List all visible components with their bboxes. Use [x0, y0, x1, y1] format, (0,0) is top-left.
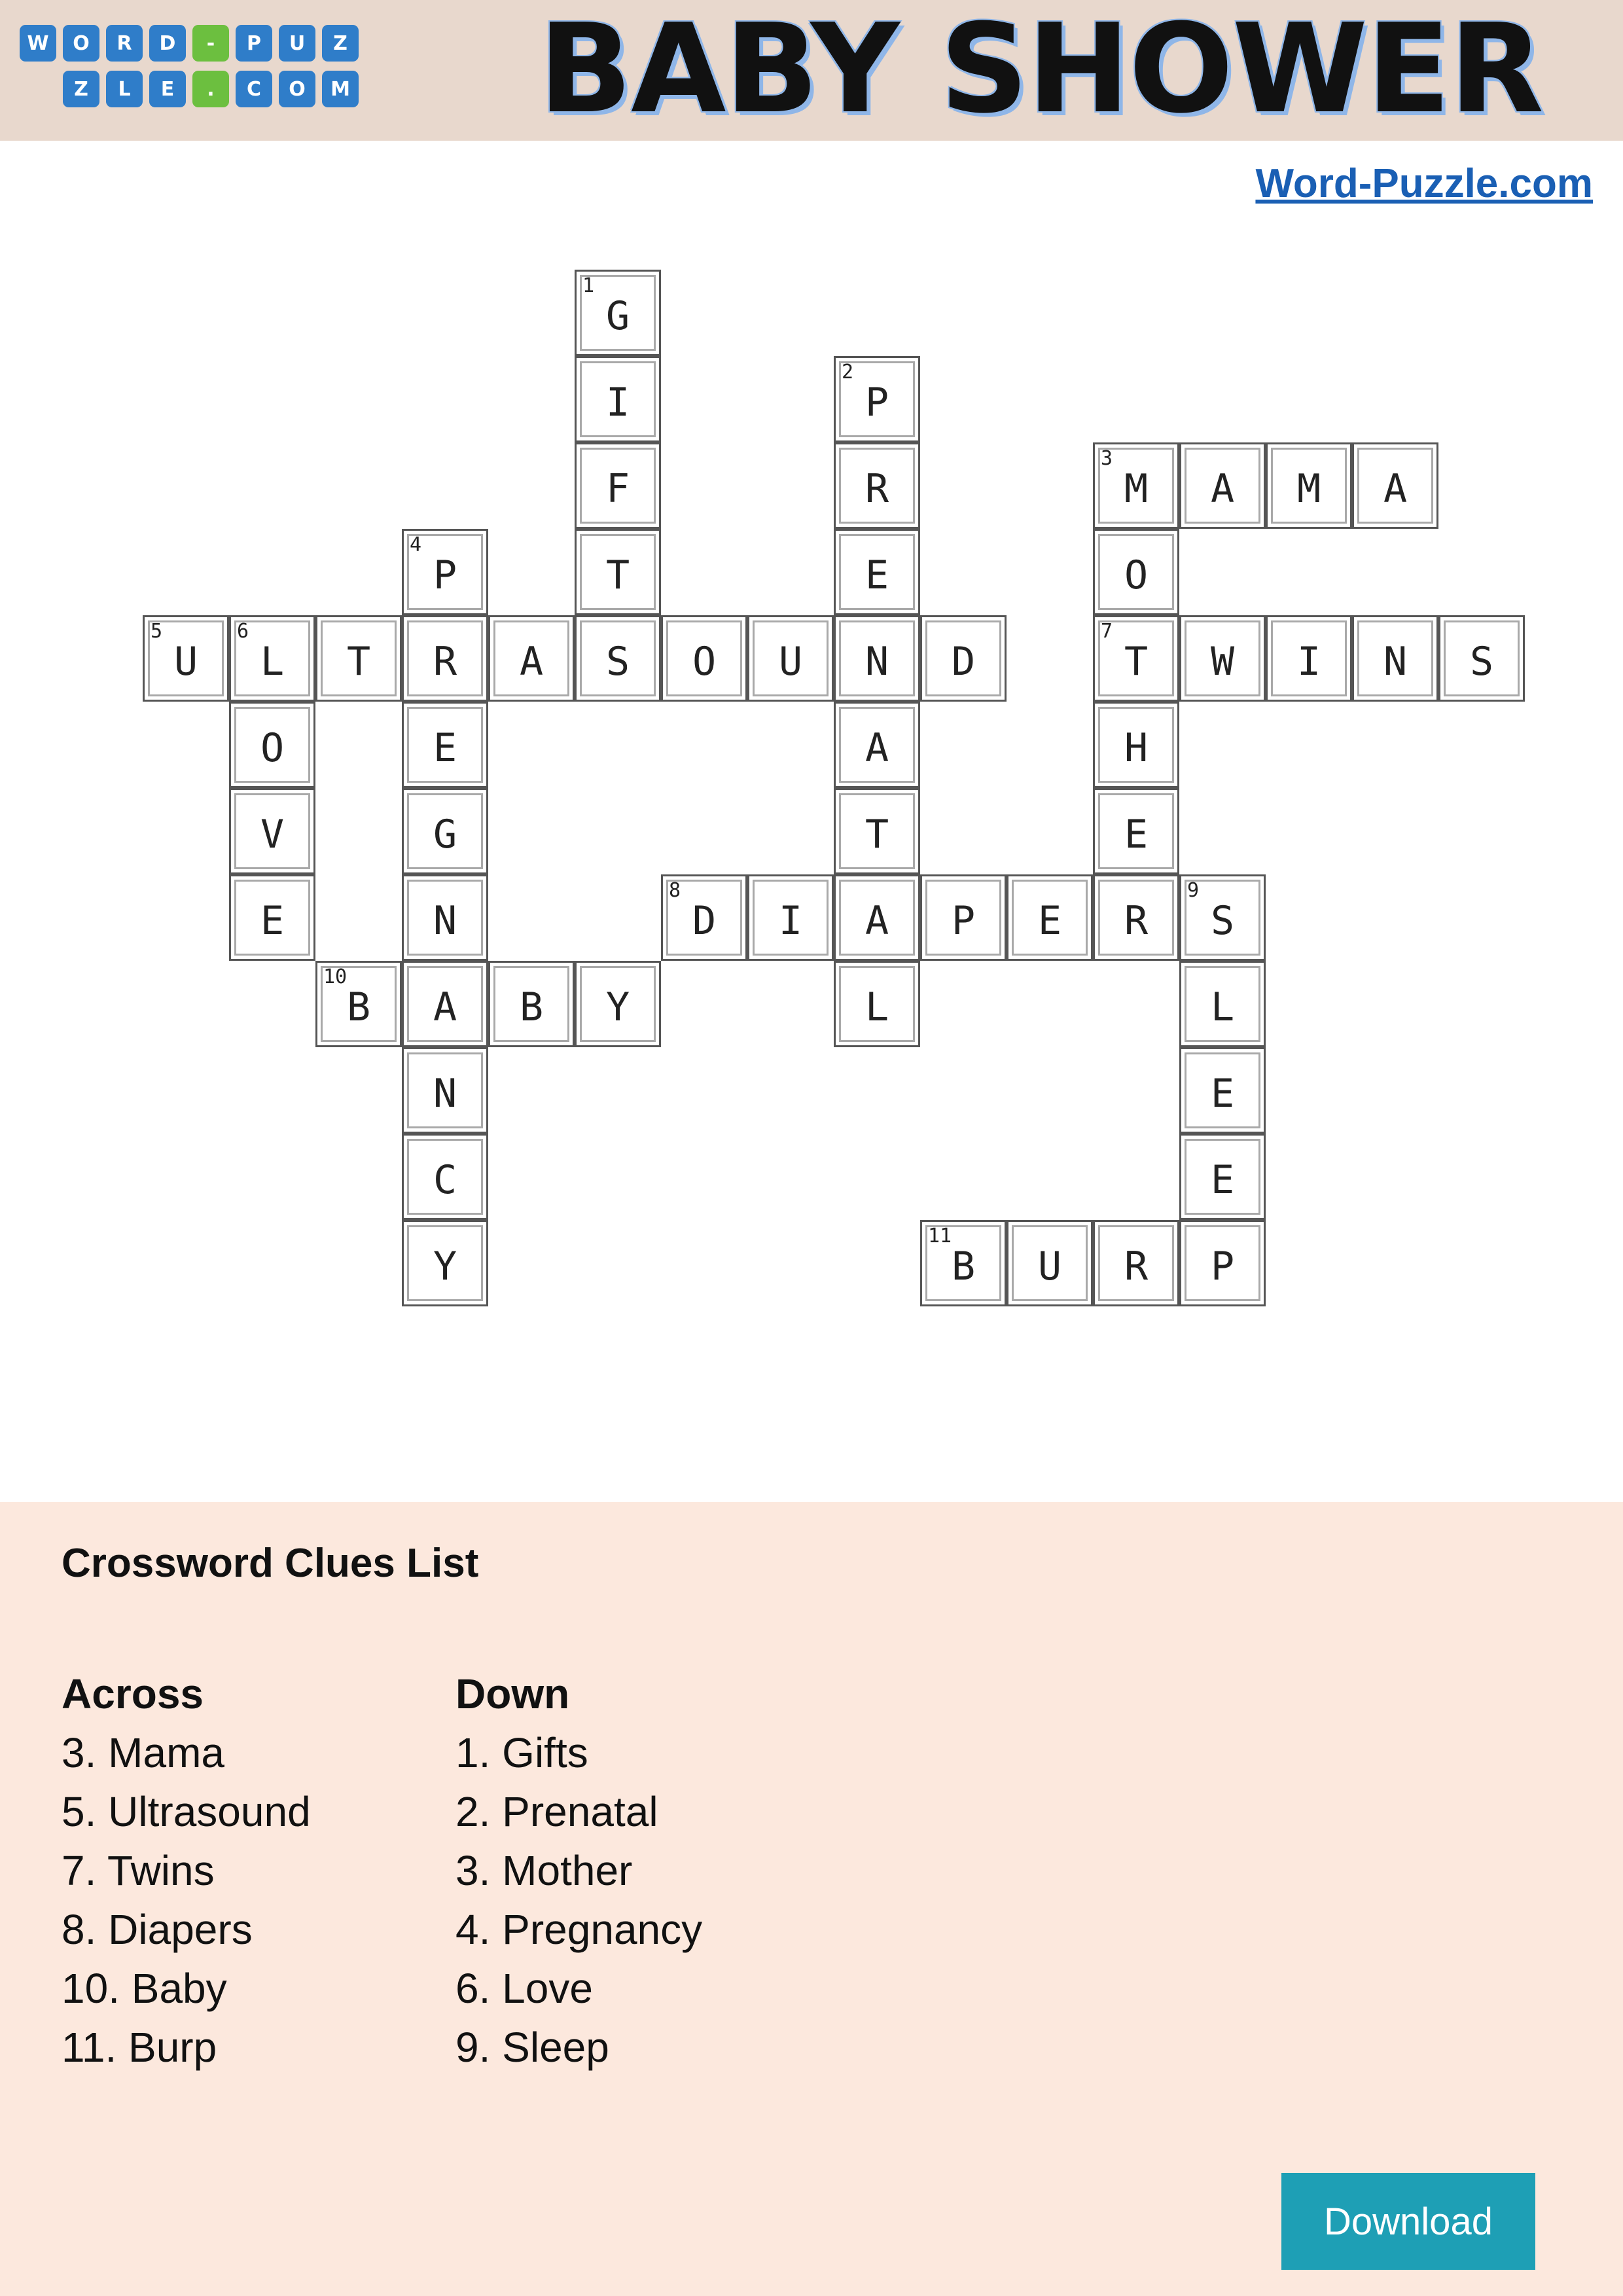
crossword-cell[interactable]: [834, 961, 920, 1047]
cell-letter: M: [1296, 466, 1321, 512]
crossword-cell[interactable]: [834, 702, 920, 788]
cell-letter: U: [1037, 1244, 1062, 1289]
clue-number: 6: [237, 620, 249, 643]
crossword-cell[interactable]: [402, 615, 488, 702]
cell-letter: N: [1383, 639, 1408, 685]
cell-letter: V: [260, 812, 285, 857]
crossword-cell[interactable]: [1179, 1134, 1266, 1220]
crossword-cell[interactable]: [920, 615, 1007, 702]
crossword-cell[interactable]: [575, 529, 661, 615]
cell-letter: E: [865, 552, 889, 598]
crossword-cell[interactable]: [488, 615, 575, 702]
logo-tile: D: [149, 25, 186, 62]
clue-number: 3: [1101, 447, 1113, 470]
logo-tile: C: [236, 71, 272, 107]
cell-letter: R: [865, 466, 889, 512]
cell-letter: E: [260, 898, 285, 944]
logo-tile: R: [106, 25, 143, 62]
crossword-cell[interactable]: [402, 961, 488, 1047]
crossword-cell[interactable]: [1179, 1220, 1266, 1306]
logo-tile: O: [279, 71, 315, 107]
crossword-cell[interactable]: [402, 702, 488, 788]
crossword-cell[interactable]: [1093, 529, 1179, 615]
crossword-cell[interactable]: [402, 788, 488, 874]
cell-letter: L: [1210, 984, 1235, 1030]
cell-letter: M: [1124, 466, 1149, 512]
crossword-cell[interactable]: [575, 615, 661, 702]
crossword-cell[interactable]: [488, 961, 575, 1047]
logo-tile: L: [106, 71, 143, 107]
down-clue: 1. Gifts: [455, 1729, 588, 1776]
logo-tile: -: [192, 25, 229, 62]
clue-number: 1: [582, 274, 595, 297]
crossword-cell[interactable]: [402, 529, 488, 615]
cell-letter: P: [1210, 1244, 1235, 1289]
crossword-cell[interactable]: [575, 356, 661, 442]
cell-letter: N: [865, 639, 889, 685]
across-heading: Across: [62, 1670, 204, 1717]
crossword-cell[interactable]: [143, 615, 229, 702]
logo-tile: Z: [63, 71, 99, 107]
cell-letter: G: [605, 293, 630, 339]
cell-letter: E: [1210, 1157, 1235, 1203]
cell-letter: W: [1210, 639, 1235, 685]
crossword-cell[interactable]: [834, 529, 920, 615]
across-clue: 7. Twins: [62, 1847, 215, 1894]
clue-number: 7: [1101, 620, 1113, 643]
crossword-cell[interactable]: [402, 874, 488, 961]
crossword-cell[interactable]: [1093, 788, 1179, 874]
cell-letter: F: [605, 466, 630, 512]
crossword-cell[interactable]: [1438, 615, 1525, 702]
crossword-cell[interactable]: [1093, 702, 1179, 788]
crossword-cell[interactable]: [1179, 874, 1266, 961]
cell-letter: D: [692, 898, 717, 944]
logo-tile: Z: [322, 25, 359, 62]
cell-letter: L: [260, 639, 285, 685]
crossword-cell[interactable]: [229, 702, 315, 788]
cell-letter: E: [1124, 812, 1149, 857]
cell-letter: A: [1210, 466, 1235, 512]
cell-letter: N: [433, 1071, 457, 1117]
crossword-cell[interactable]: [229, 615, 315, 702]
crossword-cell[interactable]: [1179, 961, 1266, 1047]
logo-tile: M: [322, 71, 359, 107]
down-clue: 3. Mother: [455, 1847, 633, 1894]
cell-letter: E: [1037, 898, 1062, 944]
logo-tile: W: [20, 25, 56, 62]
crossword-cell[interactable]: [1007, 1220, 1093, 1306]
cell-letter: Y: [605, 984, 630, 1030]
cell-letter: P: [951, 898, 976, 944]
crossword-cell[interactable]: [575, 961, 661, 1047]
cell-letter: D: [951, 639, 976, 685]
crossword-cell[interactable]: [1352, 615, 1438, 702]
crossword-cell[interactable]: [1093, 1220, 1179, 1306]
cell-letter: O: [1124, 552, 1149, 598]
cell-letter: O: [260, 725, 285, 771]
crossword-cell[interactable]: [834, 442, 920, 529]
crossword-cell[interactable]: [1179, 615, 1266, 702]
crossword-cell[interactable]: [1093, 874, 1179, 961]
crossword-cell[interactable]: [1352, 442, 1438, 529]
crossword-cell[interactable]: [575, 270, 661, 356]
cell-letter: U: [173, 639, 198, 685]
clue-number: 4: [410, 533, 422, 556]
page-title: BABY SHOWER: [538, 0, 1543, 141]
cell-letter: S: [1210, 898, 1235, 944]
clue-number: 8: [669, 879, 681, 902]
crossword-cell[interactable]: [747, 615, 834, 702]
down-clue: 4. Pregnancy: [455, 1906, 703, 1953]
across-column: [62, 1664, 311, 2077]
across-clue: 5. Ultrasound: [62, 1788, 311, 1835]
clue-number: 5: [151, 620, 163, 643]
cell-letter: R: [1124, 898, 1149, 944]
crossword-cell[interactable]: [661, 874, 747, 961]
logo-tile: O: [63, 25, 99, 62]
cell-letter: B: [519, 984, 544, 1030]
cell-letter: P: [865, 380, 889, 425]
cell-letter: T: [605, 552, 630, 598]
crossword-cell[interactable]: [402, 1134, 488, 1220]
cell-letter: S: [605, 639, 630, 685]
cell-letter: I: [778, 898, 803, 944]
across-clue: 10. Baby: [62, 1965, 227, 2012]
down-clue: 2. Prenatal: [455, 1788, 658, 1835]
crossword-cell[interactable]: [315, 961, 402, 1047]
crossword-cell[interactable]: [834, 356, 920, 442]
cell-letter: A: [865, 898, 889, 944]
cell-letter: B: [346, 984, 371, 1030]
cell-letter: U: [778, 639, 803, 685]
cell-letter: R: [433, 639, 457, 685]
cell-letter: A: [1383, 466, 1408, 512]
crossword-cell[interactable]: [834, 615, 920, 702]
cell-letter: T: [346, 639, 371, 685]
clue-number: 9: [1187, 879, 1200, 902]
cell-letter: H: [1124, 725, 1149, 771]
crossword-cell[interactable]: [834, 788, 920, 874]
cell-letter: I: [605, 380, 630, 425]
crossword-cell[interactable]: [661, 615, 747, 702]
logo-tile: U: [279, 25, 315, 62]
across-clue: 8. Diapers: [62, 1906, 253, 1953]
across-clue: 11. Burp: [62, 2024, 217, 2071]
down-column: [455, 1664, 702, 2077]
across-clue: 3. Mama: [62, 1729, 224, 1776]
cell-letter: A: [519, 639, 544, 685]
crossword-cell[interactable]: [920, 1220, 1007, 1306]
crossword-cell[interactable]: [834, 874, 920, 961]
crossword-cell[interactable]: [1266, 615, 1352, 702]
cell-letter: T: [865, 812, 889, 857]
cell-letter: G: [433, 812, 457, 857]
logo-tile: E: [149, 71, 186, 107]
clue-number: 2: [842, 361, 854, 384]
cell-letter: T: [1124, 639, 1149, 685]
crossword-cell[interactable]: [1266, 442, 1352, 529]
logo-tile: .: [192, 71, 229, 107]
cell-letter: A: [865, 725, 889, 771]
download-button[interactable]: Download: [1281, 2173, 1535, 2270]
clue-number: 11: [928, 1225, 952, 1247]
crossword-cell[interactable]: [1179, 442, 1266, 529]
crossword-cell[interactable]: [402, 1220, 488, 1306]
cell-letter: E: [433, 725, 457, 771]
crossword-cell[interactable]: [575, 442, 661, 529]
site-link[interactable]: Word-Puzzle.com: [1255, 161, 1593, 206]
cell-letter: O: [692, 639, 717, 685]
cell-letter: E: [1210, 1071, 1235, 1117]
down-clue: 9. Sleep: [455, 2024, 609, 2071]
logo-tile: P: [236, 25, 272, 62]
crossword-cell[interactable]: [315, 615, 402, 702]
cell-letter: L: [865, 984, 889, 1030]
cell-letter: I: [1296, 639, 1321, 685]
crossword-cell[interactable]: [747, 874, 834, 961]
down-clue: 6. Love: [455, 1965, 593, 2012]
cell-letter: B: [951, 1244, 976, 1289]
cell-letter: N: [433, 898, 457, 944]
clues-title: Crossword Clues List: [62, 1541, 479, 1586]
cell-letter: C: [433, 1157, 457, 1203]
crossword-cell[interactable]: [229, 788, 315, 874]
crossword-cell[interactable]: [920, 874, 1007, 961]
crossword-cell[interactable]: [1093, 615, 1179, 702]
crossword-cell[interactable]: [1007, 874, 1093, 961]
cell-letter: R: [1124, 1244, 1149, 1289]
cell-letter: A: [433, 984, 457, 1030]
down-heading: Down: [455, 1670, 570, 1717]
crossword-cell[interactable]: [402, 1047, 488, 1134]
cell-letter: S: [1469, 639, 1494, 685]
crossword-cell[interactable]: [229, 874, 315, 961]
cell-letter: Y: [433, 1244, 457, 1289]
clue-number: 10: [323, 965, 348, 988]
cell-letter: P: [433, 552, 457, 598]
crossword-cell[interactable]: [1179, 1047, 1266, 1134]
crossword-cell[interactable]: [1093, 442, 1179, 529]
